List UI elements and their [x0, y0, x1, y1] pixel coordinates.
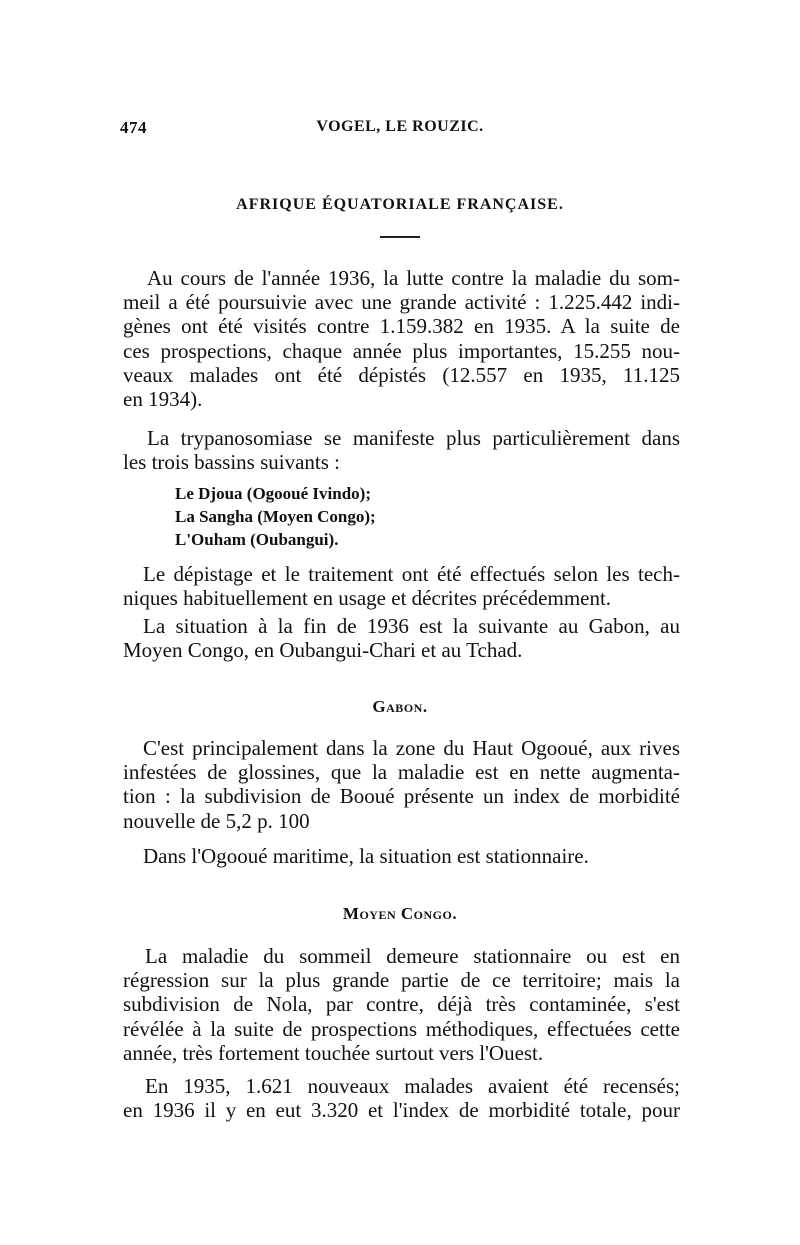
basins-intro [123, 426, 680, 474]
screening-paragraph [123, 562, 680, 610]
paragraph-line: ces prospections, chaque année plus importantes, 15.255 nou- [123, 338, 680, 363]
title-rule [380, 236, 420, 238]
paragraph-line: En 1935, 1.621 nouveaux malades avaient été recensés; [145, 1074, 680, 1098]
paragraph-line: subdivision de Nola, par contre, déjà très contaminée, s'est [123, 992, 680, 1017]
basins-list [175, 482, 376, 551]
running-head: VOGEL, LE ROUZIC. [316, 118, 484, 135]
paragraph-line: tion : la subdivision de Booué présente un index de morbidité [123, 784, 680, 809]
list-item: La Sangha (Moyen Congo); [175, 507, 376, 526]
moyen-congo-paragraph-2 [123, 1074, 680, 1122]
list-item: L'Ouham (Oubangui). [175, 530, 339, 549]
list-item: Le Djoua (Ogooué Ivindo); [175, 484, 371, 503]
paragraph-line: La situation à la fin de 1936 est la suivante au Gabon, au [143, 614, 680, 638]
paragraph-line: régression sur la plus grande partie de ce territoire; mais la [123, 968, 680, 993]
paragraph-line: nouvelle de 5,2 p. 100 [123, 808, 310, 833]
paragraph-line: Moyen Congo, en Oubangui-Chari et au Tchad. [123, 638, 523, 663]
paragraph-line: niques habituellement en usage et décrites précédemment. [123, 586, 612, 611]
paragraph-line: infestées de glossines, que la maladie est en nette augmenta- [123, 760, 680, 785]
gabon-heading: Gabon. [372, 697, 428, 716]
paragraph-line: C'est principalement dans la zone du Haut Ogooué, aux rives [143, 736, 680, 760]
paragraph-line: les trois bassins suivants : [123, 450, 341, 475]
paragraph-line: La maladie du sommeil demeure stationnaire ou est en [145, 944, 680, 968]
paragraph-line: révélée à la suite de prospections méthodiques, effectuées cette [123, 1016, 680, 1041]
paragraph-line: veaux malades ont été dépistés (12.557 en 1935, 11.125 [123, 362, 680, 387]
intro-paragraph [123, 266, 680, 411]
paragraph-line: Au cours de l'année 1936, la lutte contre la maladie du som- [147, 266, 680, 290]
section-title: AFRIQUE ÉQUATORIALE FRANÇAISE. [236, 196, 564, 213]
page-number: 474 [120, 118, 147, 137]
moyen-congo-paragraph [123, 944, 680, 1065]
paragraph-line: gènes ont été visités contre 1.159.382 en 1935. A la suite de [123, 314, 680, 339]
gabon-paragraph [123, 736, 680, 833]
paragraph-line: Dans l'Ogooué maritime, la situation est stationnaire. [143, 844, 589, 868]
paragraph-line: en 1934). [123, 387, 203, 412]
paragraph-line: Le dépistage et le traitement ont été effectués selon les tech- [143, 562, 680, 586]
page-header [120, 118, 680, 142]
paragraph-line: La trypanosomiase se manifeste plus particulièrement dans [147, 426, 680, 450]
moyen-congo-heading: Moyen Congo. [342, 904, 458, 923]
paragraph-line: meil a été poursuivie avec une grande activité : 1.225.442 indi- [123, 290, 680, 315]
paragraph-line: en 1936 il y en eut 3.320 et l'index de morbidité totale, pour [123, 1098, 680, 1123]
paragraph-line: année, très fortement touchée surtout vers l'Ouest. [123, 1040, 544, 1065]
gabon-maritime [123, 844, 680, 868]
situation-paragraph [123, 614, 680, 662]
